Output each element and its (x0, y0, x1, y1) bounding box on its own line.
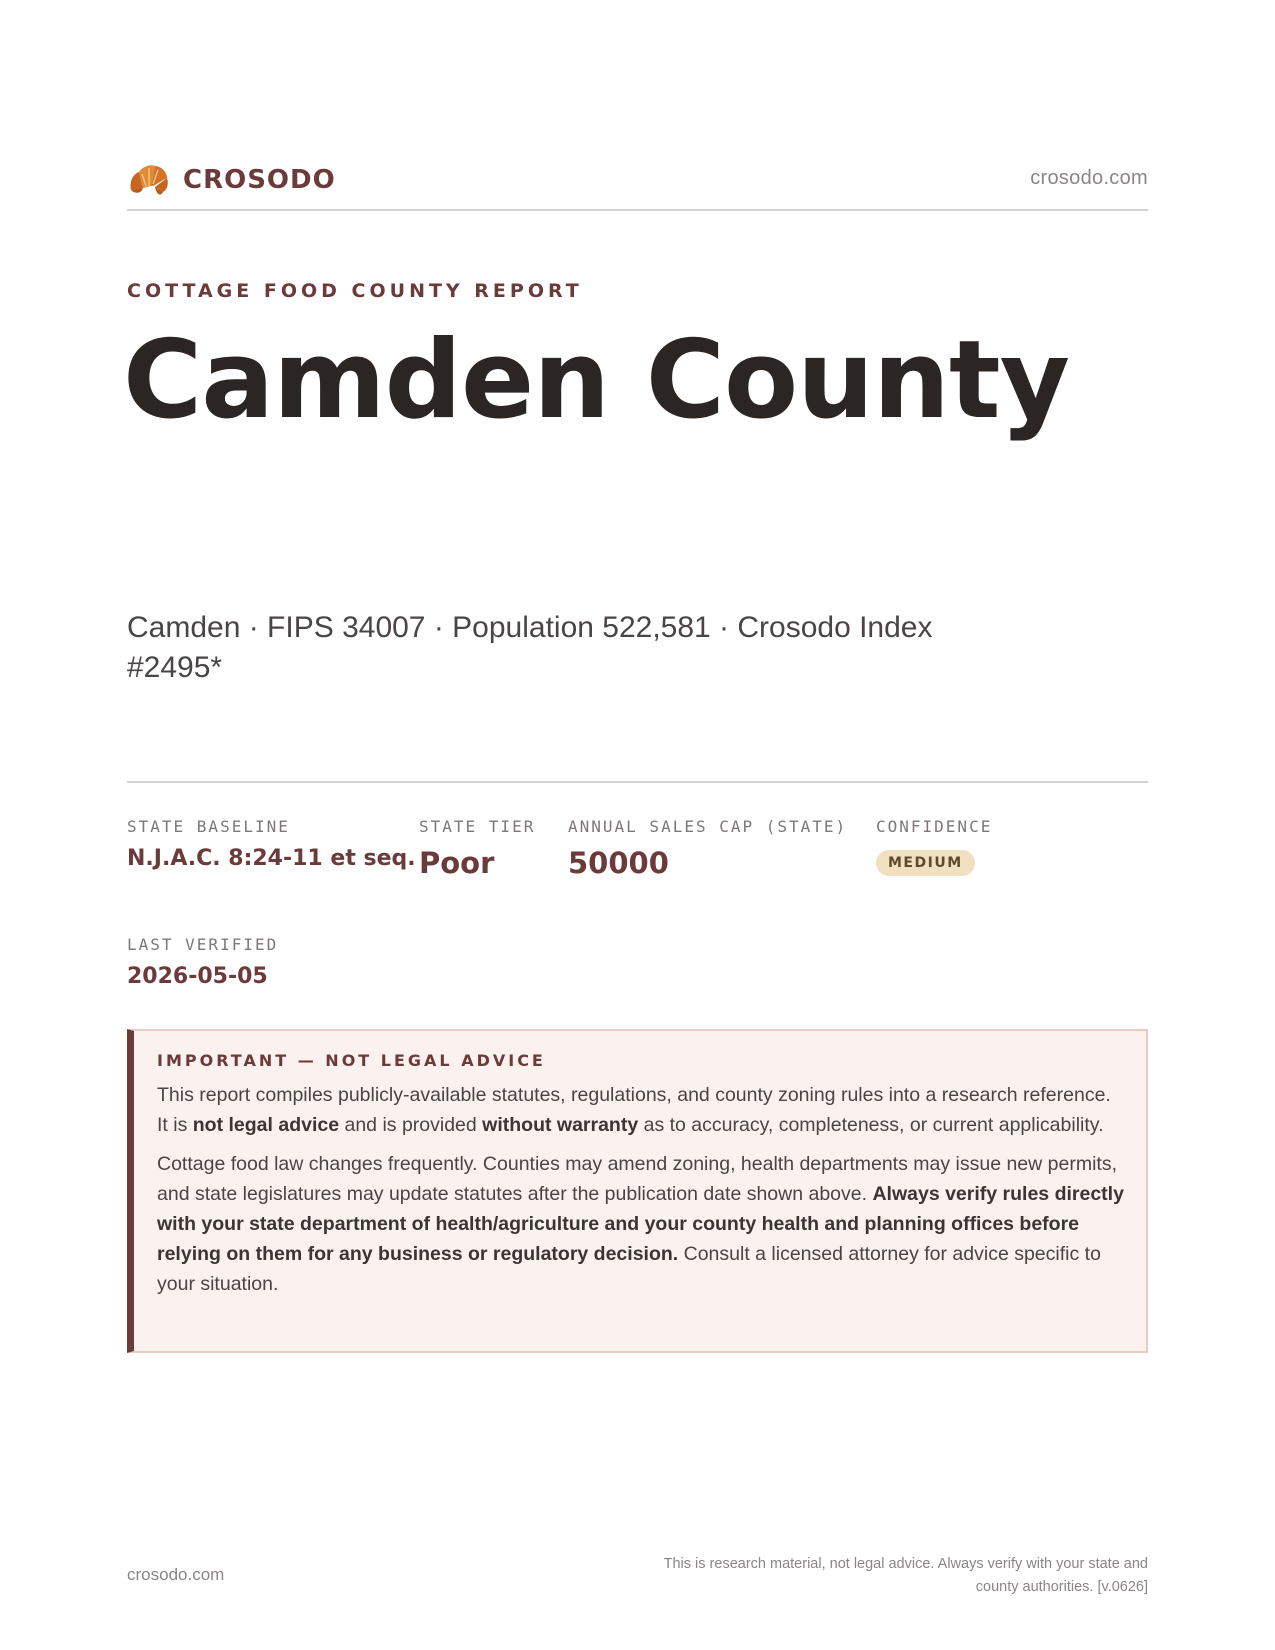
report-page (123, 0, 1148, 1650)
county-title: Camden County (123, 318, 1069, 443)
brand[interactable] (127, 160, 336, 200)
stat-value: 2026-05-05 (127, 964, 268, 989)
stat-label: STATE TIER (419, 817, 536, 836)
stat-value (568, 846, 847, 880)
footer-url-link[interactable]: crosodo.com (127, 1565, 225, 1584)
stat-state-baseline (127, 817, 416, 871)
notice-bold: not legal advice (192, 1114, 340, 1136)
notice-paragraph-2 (157, 1149, 1124, 1299)
confidence-badge: MEDIUM (876, 850, 975, 876)
notice-bold: Always verify rules directly with your state department of health/agriculture and your county health and planning offices before relying on them for any business or regulatory decision. (157, 1183, 1124, 1265)
stat-label: CONFIDENCE (876, 817, 993, 836)
stat-label: STATE BASELINE (127, 817, 290, 836)
county-meta-line: Camden · FIPS 34007 · Population 522,581 · Crosodo Index #2495* (127, 611, 933, 684)
notice-text: Consult a licensed attorney for advice specific to your situation. (157, 1243, 1101, 1295)
stat-label: ANNUAL SALES CAP (STATE) (568, 817, 848, 836)
notice-title: IMPORTANT — NOT LEGAL ADVICE (157, 1051, 546, 1070)
stat-label: LAST VERIFIED (127, 935, 279, 954)
stat-confidence (876, 817, 992, 876)
stat-value-text: 50000 (568, 846, 669, 880)
header-url-link[interactable]: crosodo.com (1030, 167, 1148, 189)
legal-notice-box (127, 1029, 1148, 1353)
notice-text: as to accuracy, completeness, or current applicability. (638, 1114, 1104, 1136)
notice-text: Cottage food law changes frequently. Counties may amend zoning, health departments may issue new permits, and state legislatures may update statutes after the publication date shown above. (157, 1153, 1117, 1205)
stat-value (419, 846, 535, 880)
notice-paragraph-1 (157, 1080, 1124, 1140)
stat-value-text: Poor (419, 846, 495, 880)
stat-state-tier (419, 817, 535, 880)
stat-value: N.J.A.C. 8:24-11 et seq. (127, 846, 416, 871)
page-header (127, 155, 1148, 211)
section-divider (127, 781, 1148, 783)
stat-last-verified (127, 935, 278, 989)
croissant-icon (127, 160, 171, 200)
stat-annual-sales-cap (568, 817, 847, 880)
notice-text: This report compiles publicly-available statutes, regulations, and county zoning rules into a research reference. It is (157, 1084, 1111, 1136)
notice-bold: without warranty (482, 1114, 639, 1136)
footer-disclaimer: This is research material, not legal advice. Always verify with your state and county authorities. [v.0626] (663, 1556, 1148, 1595)
brand-name: CROSODO (183, 165, 336, 195)
report-eyebrow: COTTAGE FOOD COUNTY REPORT (127, 280, 583, 302)
notice-text: and is provided (339, 1114, 483, 1136)
